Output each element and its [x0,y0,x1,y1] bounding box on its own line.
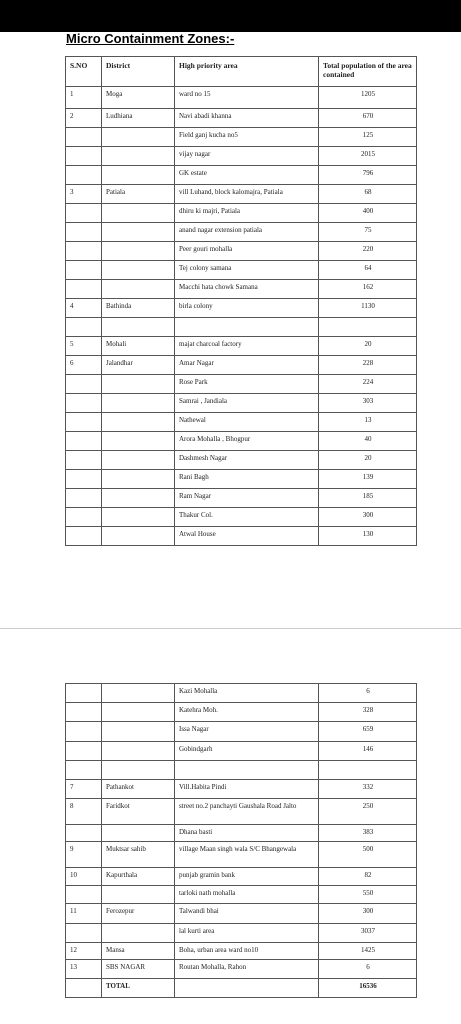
cell-sno [66,432,102,451]
cell-population: 303 [319,394,417,413]
cell-area: Rani Bagh [175,470,319,489]
table-row [66,318,417,337]
containment-table-page2 [65,683,417,998]
cell-sno [66,451,102,470]
cell-area: Dhana basti [175,825,319,842]
cell-area: Katehra Moh. [175,703,319,722]
cell-population: 220 [319,242,417,261]
cell-district: Kapurthala [102,868,175,886]
table-row [66,508,417,527]
cell-population: 130 [319,527,417,546]
cell-sno: 4 [66,299,102,318]
cell-population: 146 [319,742,417,761]
cell-population: 16536 [319,979,417,998]
cell-district [102,413,175,432]
cell-district [102,318,175,337]
table-header-row [66,57,417,87]
cell-population: 550 [319,886,417,904]
table-row [66,280,417,299]
cell-district [102,375,175,394]
cell-sno [66,128,102,147]
cell-population: 796 [319,166,417,185]
cell-district [102,432,175,451]
cell-population: 2015 [319,147,417,166]
cell-district [102,394,175,413]
cell-sno [66,722,102,742]
table-row [66,204,417,223]
cell-population: 6 [319,960,417,979]
cell-area: Vill.Habita Pindi [175,780,319,799]
cell-sno [66,280,102,299]
cell-sno: 11 [66,904,102,924]
cell-district: Jalandhar [102,356,175,375]
cell-area [175,318,319,337]
cell-population: 64 [319,261,417,280]
cell-population: 6 [319,684,417,703]
cell-population: 228 [319,356,417,375]
cell-sno [66,742,102,761]
cell-sno [66,318,102,337]
cell-area: vill Luhand, block kalomajra, Patiala [175,185,319,204]
cell-population: 1425 [319,943,417,960]
cell-district: SBS NAGAR [102,960,175,979]
table-row [66,299,417,318]
cell-district: TOTAL [102,979,175,998]
cell-district [102,489,175,508]
cell-area: Routan Mohalla, Rahon [175,960,319,979]
table-row [66,356,417,375]
cell-sno [66,166,102,185]
cell-sno [66,527,102,546]
cell-area: Samrai , Jandiala [175,394,319,413]
table-row [66,261,417,280]
table-row [66,128,417,147]
cell-sno [66,825,102,842]
cell-sno [66,413,102,432]
cell-district: Mansa [102,943,175,960]
cell-district [102,527,175,546]
cell-district [102,703,175,722]
cell-district [102,924,175,943]
cell-district [102,722,175,742]
cell-district: Ludhiana [102,109,175,128]
cell-population: 300 [319,508,417,527]
cell-sno: 9 [66,842,102,868]
cell-population: 162 [319,280,417,299]
table-row [66,904,417,924]
cell-area: anand nagar extension patiala [175,223,319,242]
cell-area: Thakur Col. [175,508,319,527]
cell-district [102,280,175,299]
cell-district: Patiala [102,185,175,204]
cell-population: 400 [319,204,417,223]
cell-area: Kazi Mohalla [175,684,319,703]
cell-sno [66,261,102,280]
cell-sno [66,886,102,904]
cell-sno [66,703,102,722]
cell-district [102,204,175,223]
cell-sno: 3 [66,185,102,204]
table-row [66,147,417,166]
cell-population: 224 [319,375,417,394]
cell-area: Rose Park [175,375,319,394]
table-row [66,375,417,394]
table-row [66,413,417,432]
cell-district [102,261,175,280]
cell-district: Muktsar sahib [102,842,175,868]
cell-sno [66,470,102,489]
table-row [66,799,417,825]
table-row [66,470,417,489]
table-row [66,166,417,185]
cell-area: Ram Nagar [175,489,319,508]
cell-population: 82 [319,868,417,886]
cell-area: Tej colony samana [175,261,319,280]
table-row [66,924,417,943]
cell-area: GK estate [175,166,319,185]
cell-area: dhiru ki majri, Patiala [175,204,319,223]
table-row [66,394,417,413]
cell-population: 250 [319,799,417,825]
cell-area: Field ganj kucha no5 [175,128,319,147]
cell-district: Faridkot [102,799,175,825]
cell-area: lal kurti area [175,924,319,943]
cell-population: 500 [319,842,417,868]
header-sno: S.NO [66,57,102,87]
cell-area: birla colony [175,299,319,318]
cell-area: Nathewal [175,413,319,432]
table-row [66,703,417,722]
table-row [66,109,417,128]
cell-population [319,318,417,337]
cell-population [319,761,417,780]
table-row [66,780,417,799]
cell-district: Ferozepur [102,904,175,924]
table-row [66,451,417,470]
table-row [66,960,417,979]
table-row [66,432,417,451]
cell-population: 20 [319,451,417,470]
cell-population: 125 [319,128,417,147]
cell-population: 1130 [319,299,417,318]
cell-sno [66,375,102,394]
cell-area: Arora Mohalla , Bhogpur [175,432,319,451]
cell-area [175,761,319,780]
cell-sno: 8 [66,799,102,825]
cell-district: Bathinda [102,299,175,318]
cell-population: 3037 [319,924,417,943]
cell-district: Pathankot [102,780,175,799]
table-row [66,489,417,508]
cell-area: Navi abadi khanna [175,109,319,128]
table-row [66,842,417,868]
cell-population: 20 [319,337,417,356]
cell-area: village Maan singh wala S/C Bhangewala [175,842,319,868]
cell-district [102,761,175,780]
cell-area: Atwal House [175,527,319,546]
page-divider [0,628,461,629]
cell-population: 300 [319,904,417,924]
cell-district [102,147,175,166]
table-row [66,742,417,761]
top-black-bar [0,0,461,32]
cell-sno: 13 [66,960,102,979]
cell-district [102,825,175,842]
cell-area: street no.2 panchayti Gaushala Road Jalto [175,799,319,825]
cell-district [102,886,175,904]
cell-population: 185 [319,489,417,508]
cell-population: 328 [319,703,417,722]
cell-sno [66,147,102,166]
cell-sno: 7 [66,780,102,799]
cell-district [102,742,175,761]
table-row [66,684,417,703]
cell-district [102,223,175,242]
cell-sno: 2 [66,109,102,128]
cell-area: punjab gramin bank [175,868,319,886]
cell-area: Talwandi bhai [175,904,319,924]
cell-district [102,242,175,261]
cell-area: tarloki nath mohalla [175,886,319,904]
cell-sno [66,979,102,998]
cell-population: 68 [319,185,417,204]
table-row [66,886,417,904]
cell-sno [66,508,102,527]
table-row [66,527,417,546]
cell-area: Boha, urban area ward no10 [175,943,319,960]
cell-population: 40 [319,432,417,451]
table-row [66,722,417,742]
cell-population: 75 [319,223,417,242]
cell-area: vijay nagar [175,147,319,166]
cell-sno [66,204,102,223]
table-row [66,943,417,960]
cell-sno [66,242,102,261]
cell-district [102,166,175,185]
table-row [66,337,417,356]
cell-population: 659 [319,722,417,742]
cell-area: Dashmesh Nagar [175,451,319,470]
table-row [66,185,417,204]
cell-district [102,508,175,527]
header-district: District [102,57,175,87]
cell-district [102,451,175,470]
cell-area: ward no 15 [175,87,319,109]
cell-district: Mohali [102,337,175,356]
cell-district [102,128,175,147]
cell-sno [66,761,102,780]
cell-sno [66,489,102,508]
cell-sno: 5 [66,337,102,356]
cell-population: 139 [319,470,417,489]
cell-district [102,684,175,703]
cell-area: Gobindgarh [175,742,319,761]
table-row [66,223,417,242]
page-title: Micro Containment Zones:- [66,31,235,46]
cell-population: 13 [319,413,417,432]
table-row [66,242,417,261]
table-row [66,87,417,109]
cell-district: Moga [102,87,175,109]
cell-area: Macchi hata chowk Samana [175,280,319,299]
cell-population: 332 [319,780,417,799]
cell-sno: 6 [66,356,102,375]
table-row [66,868,417,886]
table-row [66,761,417,780]
cell-sno [66,684,102,703]
table-row [66,825,417,842]
cell-population: 1205 [319,87,417,109]
cell-sno [66,924,102,943]
cell-population: 670 [319,109,417,128]
cell-sno [66,394,102,413]
cell-area: Issa Nagar [175,722,319,742]
cell-area: majat charcoal factory [175,337,319,356]
header-population: Total population of the area contained [319,57,417,87]
containment-table-page1 [65,56,417,546]
cell-population: 383 [319,825,417,842]
cell-sno [66,223,102,242]
cell-sno: 10 [66,868,102,886]
cell-sno: 12 [66,943,102,960]
cell-district [102,470,175,489]
cell-area: Peer gouri mohalla [175,242,319,261]
header-area: High priority area [175,57,319,87]
cell-area: Amar Nagar [175,356,319,375]
table-row [66,979,417,998]
cell-area [175,979,319,998]
cell-sno: 1 [66,87,102,109]
